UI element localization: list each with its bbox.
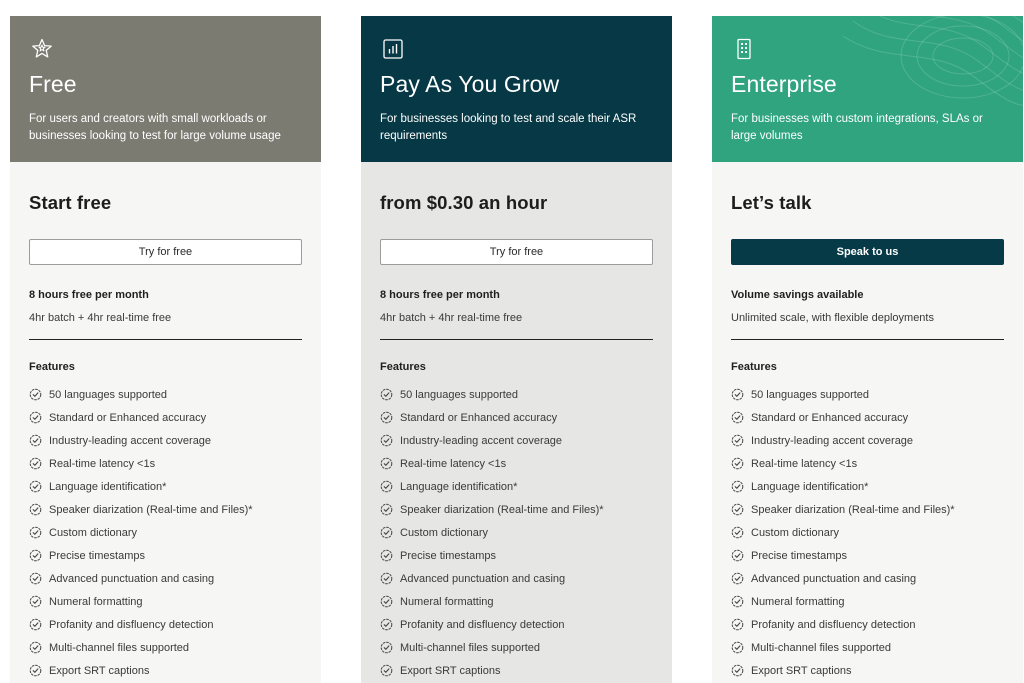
feature-item [731, 659, 1004, 682]
check-circle-icon [380, 618, 393, 631]
feature-item [731, 521, 1004, 544]
check-circle-icon [731, 434, 744, 447]
feature-label: Advanced punctuation and casing [49, 572, 215, 585]
feature-item [731, 475, 1004, 498]
check-circle-icon [29, 549, 42, 562]
feature-item [29, 521, 302, 544]
feature-label: Standard or Enhanced accuracy [49, 411, 207, 424]
feature-item [29, 544, 302, 567]
feature-item [29, 498, 302, 521]
feature-item [731, 429, 1004, 452]
feature-list [731, 383, 1004, 682]
feature-list [29, 383, 302, 682]
plan-name: Enterprise [731, 71, 837, 97]
check-circle-icon [29, 457, 42, 470]
check-circle-icon [731, 595, 744, 608]
feature-label: Custom dictionary [49, 526, 138, 539]
feature-label: Language identification* [49, 480, 167, 493]
feature-label: Advanced punctuation and casing [751, 572, 917, 585]
check-circle-icon [380, 480, 393, 493]
feature-label: Profanity and disfluency detection [751, 618, 916, 631]
feature-label: Real-time latency <1s [400, 457, 507, 470]
feature-label: Industry-leading accent coverage [400, 434, 563, 447]
divider [29, 339, 302, 340]
feature-label: 50 languages supported [751, 388, 870, 401]
feature-label: Speaker diarization (Real-time and Files)* [751, 503, 955, 516]
contour-lines-decoration [843, 16, 1023, 116]
feature-item [29, 659, 302, 682]
feature-label: Speaker diarization (Real-time and Files)* [400, 503, 604, 516]
offer-subtitle: 4hr batch + 4hr real-time free [380, 312, 523, 324]
feature-item [380, 521, 653, 544]
check-circle-icon [731, 572, 744, 585]
feature-label: Precise timestamps [751, 549, 847, 562]
feature-item [731, 498, 1004, 521]
feature-label: Language identification* [400, 480, 518, 493]
feature-label: Industry-leading accent coverage [751, 434, 914, 447]
feature-item [731, 636, 1004, 659]
check-circle-icon [731, 618, 744, 631]
check-circle-icon [731, 503, 744, 516]
divider [731, 339, 1004, 340]
plan-price: from $0.30 an hour [380, 192, 548, 213]
plan-card-free [10, 16, 321, 683]
feature-item [731, 406, 1004, 429]
feature-item [731, 383, 1004, 406]
check-circle-icon [380, 434, 393, 447]
star-icon [29, 36, 55, 62]
check-circle-icon [29, 434, 42, 447]
check-circle-icon [380, 641, 393, 654]
check-circle-icon [29, 572, 42, 585]
check-circle-icon [29, 641, 42, 654]
check-circle-icon [29, 526, 42, 539]
feature-item [29, 590, 302, 613]
feature-label: Standard or Enhanced accuracy [751, 411, 909, 424]
building-icon [731, 36, 757, 62]
feature-label: Profanity and disfluency detection [49, 618, 214, 631]
check-circle-icon [731, 388, 744, 401]
feature-label: Precise timestamps [49, 549, 145, 562]
plan-header [10, 16, 321, 162]
feature-label: Advanced punctuation and casing [400, 572, 566, 585]
feature-item [29, 613, 302, 636]
feature-item [29, 452, 302, 475]
speak-to-us-button[interactable]: Speak to us [731, 239, 1004, 265]
features-title: Features [731, 361, 777, 373]
feature-item [29, 406, 302, 429]
check-circle-icon [731, 411, 744, 424]
feature-label: Multi-channel files supported [751, 641, 892, 654]
feature-label: Speaker diarization (Real-time and Files)* [49, 503, 253, 516]
feature-item [380, 636, 653, 659]
feature-label: Numeral formatting [751, 595, 845, 608]
plan-card-enterprise [712, 16, 1023, 683]
feature-label: Profanity and disfluency detection [400, 618, 565, 631]
feature-item [380, 429, 653, 452]
offer-title: Volume savings available [731, 289, 864, 301]
plan-body [10, 162, 321, 683]
check-circle-icon [380, 411, 393, 424]
try-for-free-button[interactable]: Try for free [380, 239, 653, 265]
feature-item [380, 452, 653, 475]
feature-label: Precise timestamps [400, 549, 496, 562]
check-circle-icon [29, 503, 42, 516]
feature-label: Multi-channel files supported [400, 641, 541, 654]
divider [380, 339, 653, 340]
check-circle-icon [380, 664, 393, 677]
feature-item [731, 567, 1004, 590]
plan-name: Pay As You Grow [380, 71, 560, 97]
feature-list [380, 383, 653, 682]
plan-body [712, 162, 1023, 683]
feature-label: Custom dictionary [751, 526, 840, 539]
feature-item [380, 567, 653, 590]
plan-description: For businesses with custom integrations, SLAs or large volumes [731, 113, 983, 142]
feature-label: Industry-leading accent coverage [49, 434, 212, 447]
feature-item [29, 636, 302, 659]
check-circle-icon [731, 526, 744, 539]
feature-item [731, 590, 1004, 613]
check-circle-icon [731, 641, 744, 654]
feature-label: Language identification* [751, 480, 869, 493]
plan-price: Let’s talk [731, 192, 812, 213]
offer-title: 8 hours free per month [380, 289, 500, 301]
offer-subtitle: 4hr batch + 4hr real-time free [29, 312, 172, 324]
offer-subtitle: Unlimited scale, with flexible deployments [731, 312, 934, 324]
check-circle-icon [731, 457, 744, 470]
feature-label: Real-time latency <1s [751, 457, 858, 470]
feature-item [29, 383, 302, 406]
feature-label: Standard or Enhanced accuracy [400, 411, 558, 424]
check-circle-icon [29, 595, 42, 608]
try-for-free-button[interactable]: Try for free [29, 239, 302, 265]
plan-header [712, 16, 1023, 162]
check-circle-icon [380, 595, 393, 608]
feature-item [29, 475, 302, 498]
feature-label: Custom dictionary [400, 526, 489, 539]
check-circle-icon [731, 549, 744, 562]
feature-label: Export SRT captions [49, 664, 150, 677]
check-circle-icon [731, 480, 744, 493]
plan-price: Start free [29, 192, 112, 213]
feature-item [380, 406, 653, 429]
plan-card-pay-as-you-grow [361, 16, 672, 683]
check-circle-icon [380, 457, 393, 470]
feature-item [380, 613, 653, 636]
feature-label: Real-time latency <1s [49, 457, 156, 470]
check-circle-icon [380, 503, 393, 516]
features-title: Features [380, 361, 426, 373]
feature-item [29, 429, 302, 452]
plan-name: Free [29, 71, 77, 97]
check-circle-icon [29, 618, 42, 631]
check-circle-icon [29, 411, 42, 424]
feature-item [731, 613, 1004, 636]
check-circle-icon [380, 549, 393, 562]
features-title: Features [29, 361, 75, 373]
feature-label: Multi-channel files supported [49, 641, 190, 654]
plan-description: For businesses looking to test and scale their ASR requirements [380, 113, 637, 142]
feature-item [380, 544, 653, 567]
feature-item [380, 475, 653, 498]
feature-label: 50 languages supported [400, 388, 519, 401]
check-circle-icon [380, 526, 393, 539]
plan-description: For users and creators with small workloads or businesses looking to test for large volume usage [29, 113, 281, 142]
feature-label: Export SRT captions [400, 664, 501, 677]
feature-label: 50 languages supported [49, 388, 168, 401]
check-circle-icon [29, 664, 42, 677]
feature-label: Numeral formatting [49, 595, 143, 608]
feature-item [29, 567, 302, 590]
bar-chart-icon [380, 36, 406, 62]
feature-item [380, 383, 653, 406]
check-circle-icon [731, 664, 744, 677]
check-circle-icon [380, 388, 393, 401]
feature-label: Numeral formatting [400, 595, 494, 608]
plan-body [361, 162, 672, 683]
check-circle-icon [29, 480, 42, 493]
feature-label: Export SRT captions [751, 664, 852, 677]
check-circle-icon [380, 572, 393, 585]
feature-item [380, 590, 653, 613]
check-circle-icon [29, 388, 42, 401]
offer-title: 8 hours free per month [29, 289, 149, 301]
feature-item [380, 498, 653, 521]
plan-header [361, 16, 672, 162]
feature-item [380, 659, 653, 682]
feature-item [731, 452, 1004, 475]
feature-item [731, 544, 1004, 567]
